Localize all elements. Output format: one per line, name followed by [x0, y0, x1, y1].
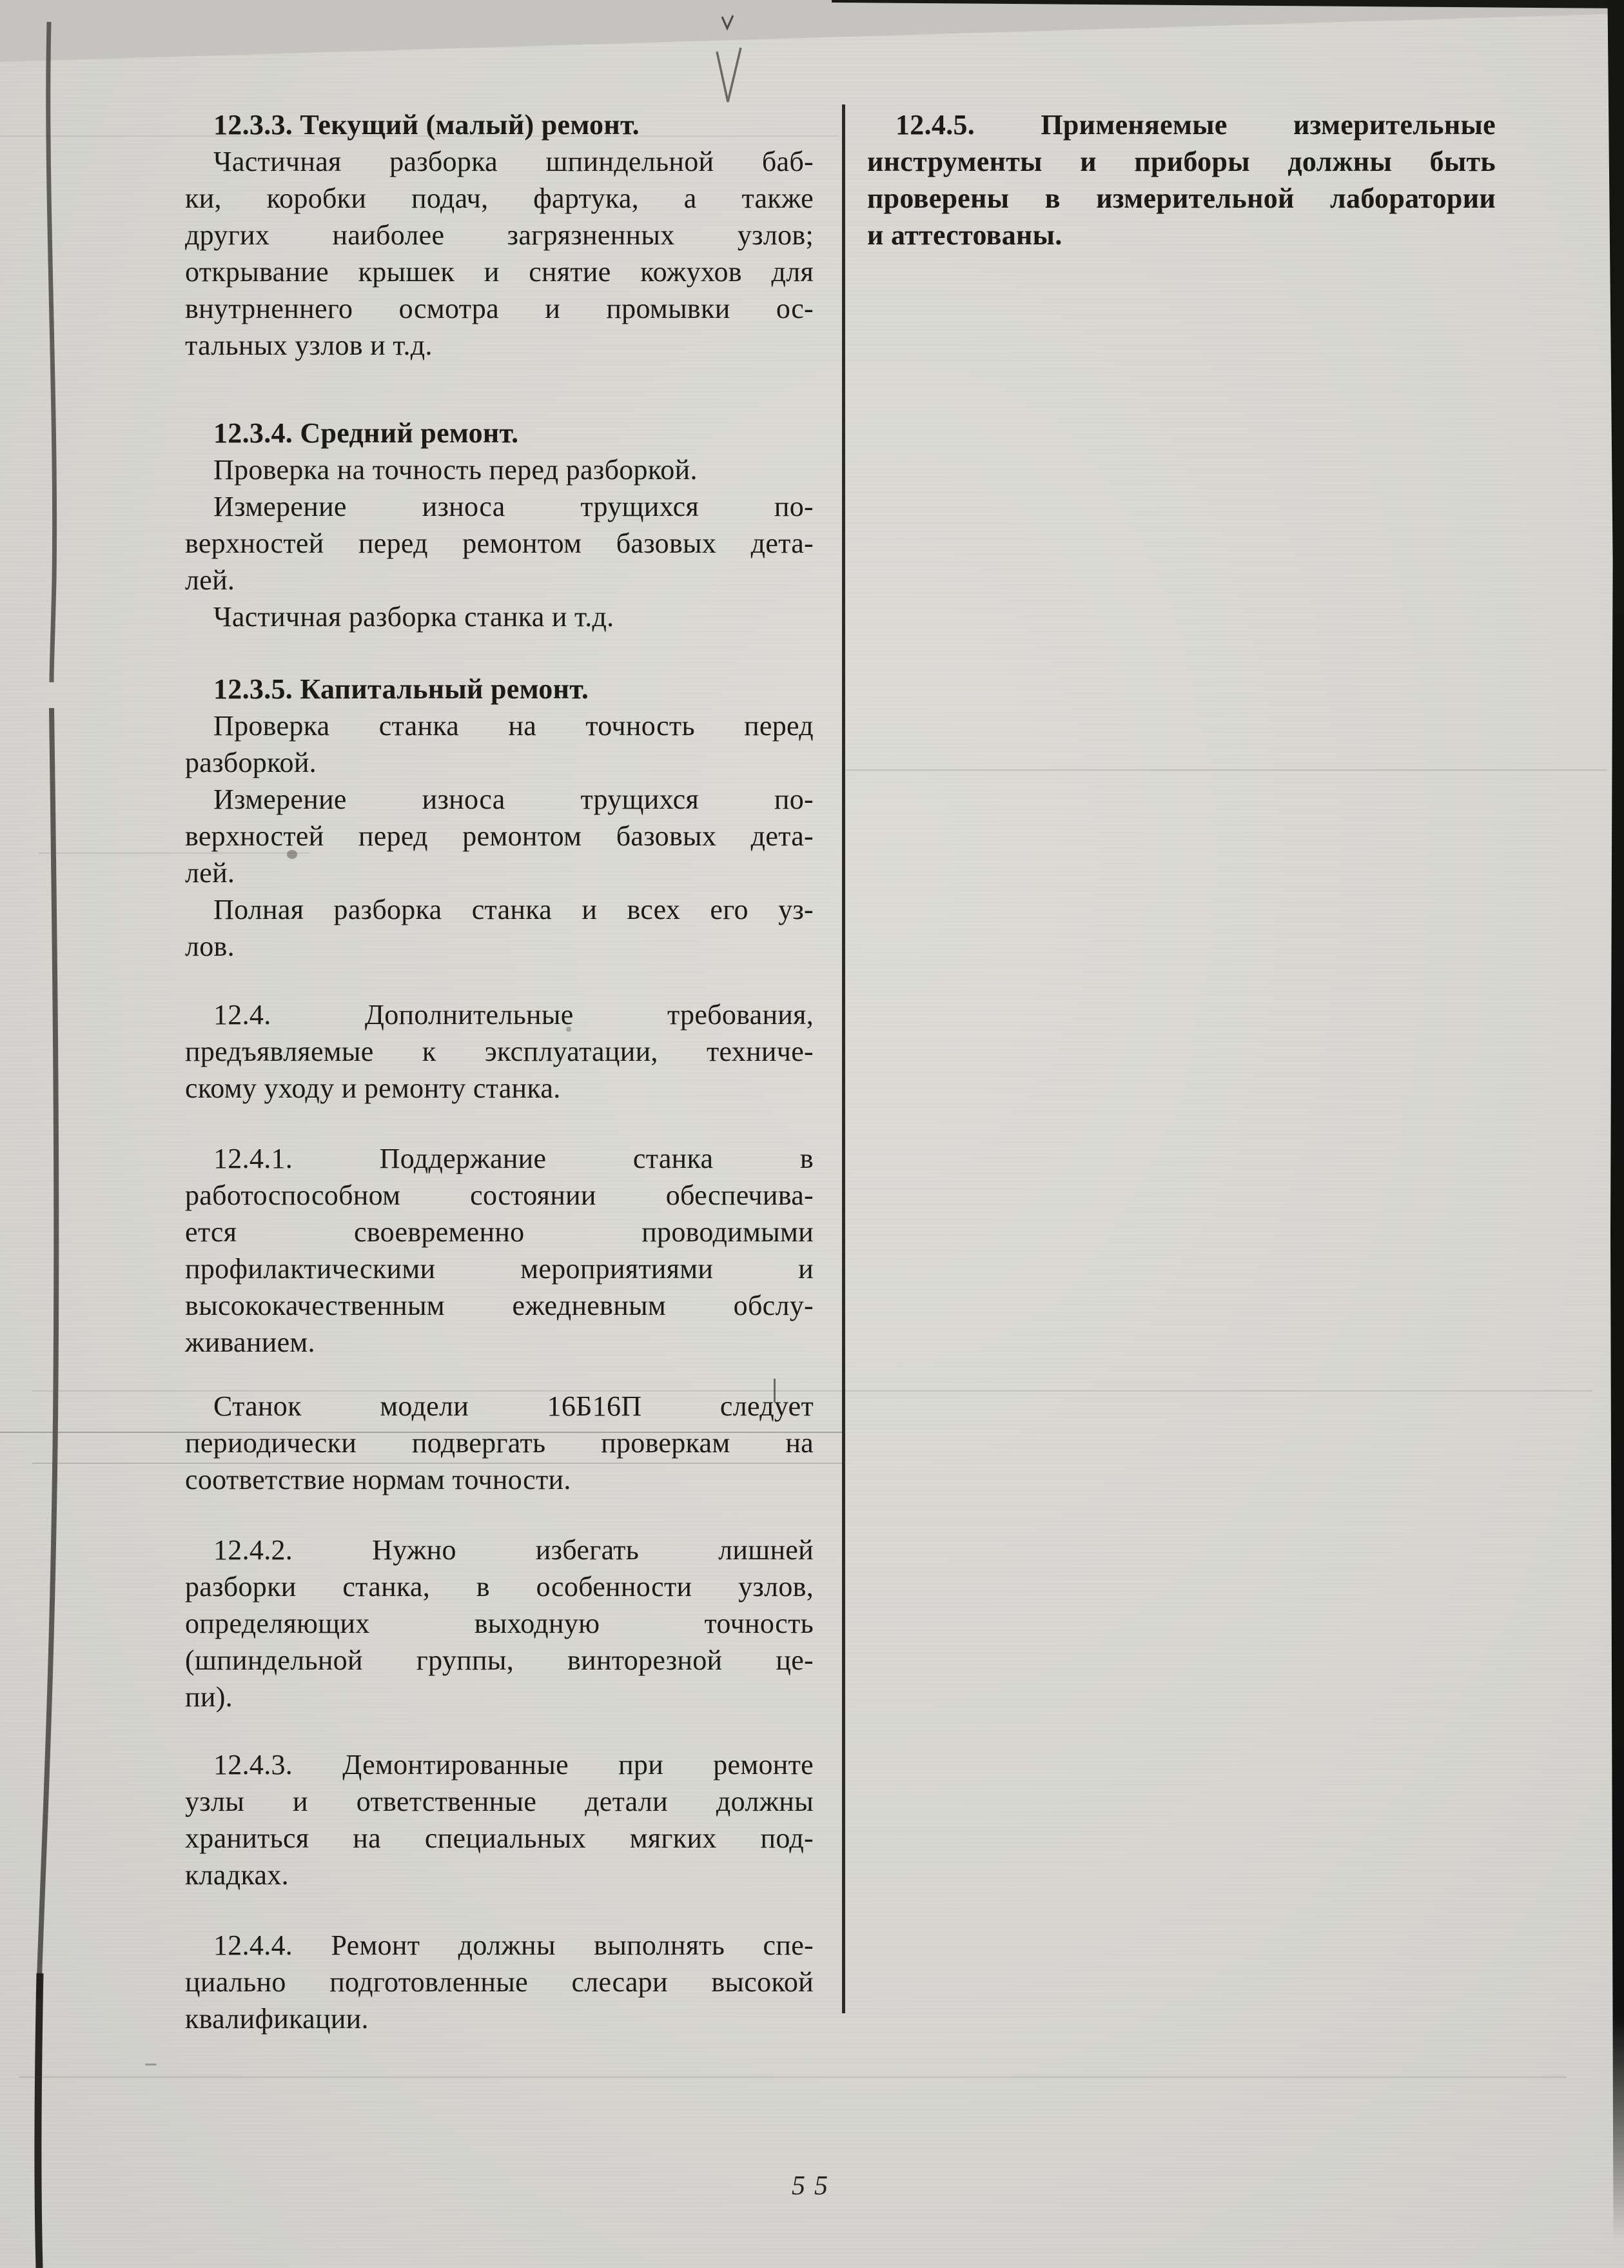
section-12-3-3 — [185, 106, 814, 364]
text-line: работоспособном состоянии обеспечива- — [185, 1179, 814, 1211]
text-line: определяющих выходную точность — [185, 1608, 814, 1639]
text-line: проверены в измерительной лаборатории — [867, 182, 1496, 214]
text-line: предъявляемые к эксплуатации, техниче- — [185, 1036, 814, 1067]
small-check-mark-artifact — [722, 15, 733, 28]
section-heading: 12.3.3. Текущий (малый) ремонт. — [213, 109, 640, 141]
text-line: ется своевременно проводимыми — [185, 1216, 814, 1248]
text-line: лов. — [185, 931, 235, 962]
left-binding-line-upper — [48, 22, 55, 682]
left-binding-line-middle — [39, 708, 56, 1999]
section-heading: 12.3.5. Капитальный ремонт. — [213, 673, 589, 705]
text-line: (шпиндельной группы, винторезной це- — [185, 1644, 814, 1676]
text-line: верхностей перед ремонтом базовых дета- — [185, 820, 814, 852]
text-line: Измерение износа трущихся по- — [213, 491, 814, 522]
text-line: ки, коробки подач, фартука, а также — [185, 182, 814, 214]
text-line: профилактическими мероприятиями и — [185, 1253, 814, 1285]
section-heading: 12.4.1. Поддержание станка в — [213, 1143, 814, 1174]
text-line: инструменты и приборы должны быть — [867, 146, 1496, 177]
left-binding-line-lower — [38, 1973, 40, 2268]
column-divider-rule — [842, 104, 845, 2013]
scan-streak — [846, 769, 1607, 771]
text-line: узлы и ответственные детали должны — [185, 1786, 814, 1817]
section-heading: 12.4. Дополнительные требования, — [213, 999, 814, 1030]
section-12-4-2 — [185, 1532, 814, 1715]
text-line: разборкой. — [185, 747, 317, 778]
paragraph-machine-model — [185, 1388, 814, 1498]
text-line: Измерение износа трущихся по- — [213, 784, 814, 815]
section-heading: 12.3.4. Средний ремонт. — [213, 417, 519, 449]
text-line: верхностей перед ремонтом базовых дета- — [185, 528, 814, 559]
scan-streak — [19, 2076, 1567, 2078]
section-12-4 — [185, 996, 814, 1107]
text-line: периодически подвергать проверкам на — [185, 1427, 814, 1459]
text-line: квалификации. — [185, 2003, 369, 2035]
section-12-4-5 — [867, 106, 1496, 253]
text-line: Частичная разборка шпиндельной баб- — [213, 146, 814, 177]
long-check-mark-artifact — [717, 48, 741, 102]
section-12-4-1 — [185, 1140, 814, 1361]
ink-speck — [145, 2064, 157, 2066]
text-line: лей. — [185, 564, 235, 596]
section-heading: 12.4.2. Нужно избегать лишней — [213, 1534, 814, 1566]
text-line: Проверка станка на точность перед — [213, 710, 814, 742]
text-line: Проверка на точность перед разборкой. — [213, 454, 698, 486]
text-line: живанием. — [185, 1326, 315, 1358]
page-number: 55 — [792, 2171, 837, 2201]
text-line: Станок модели 16Б16П следует — [213, 1390, 814, 1422]
section-12-3-5 — [185, 671, 814, 965]
section-12-4-3 — [185, 1746, 814, 1893]
text-line: соответствие нормам точности. — [185, 1464, 571, 1495]
text-line: внутрненнего осмотра и промывки ос- — [185, 293, 814, 324]
section-12-3-4 — [185, 415, 814, 635]
text-line: Частичная разборка станка и т.д. — [213, 601, 614, 633]
text-line: лей. — [185, 857, 235, 889]
text-line: тальных узлов и т.д. — [185, 330, 433, 361]
text-line: высококачественным ежедневным обслу- — [185, 1290, 814, 1321]
section-12-4-4 — [185, 1927, 814, 2037]
section-heading: 12.4.3. Демонтированные при ремонте — [213, 1749, 814, 1780]
text-line: открывание крышек и снятие кожухов для — [185, 256, 814, 288]
section-heading: 12.4.4. Ремонт должны выполнять спе- — [213, 1929, 814, 1961]
text-line: и аттестованы. — [867, 219, 1062, 251]
text-line: храниться на специальных мягких под- — [185, 1822, 814, 1854]
text-line: пи). — [185, 1681, 233, 1713]
section-heading: 12.4.5. Применяемые измерительные — [895, 109, 1496, 141]
text-line: циально подготовленные слесари высокой — [185, 1966, 814, 1998]
text-line: разборки станка, в особенности узлов, — [185, 1571, 814, 1602]
text-line: кладках. — [185, 1859, 289, 1891]
text-line: Полная разборка станка и всех его уз- — [213, 894, 814, 925]
text-line: других наиболее загрязненных узлов; — [185, 219, 814, 251]
text-line: скому уходу и ремонту станка. — [185, 1072, 561, 1104]
